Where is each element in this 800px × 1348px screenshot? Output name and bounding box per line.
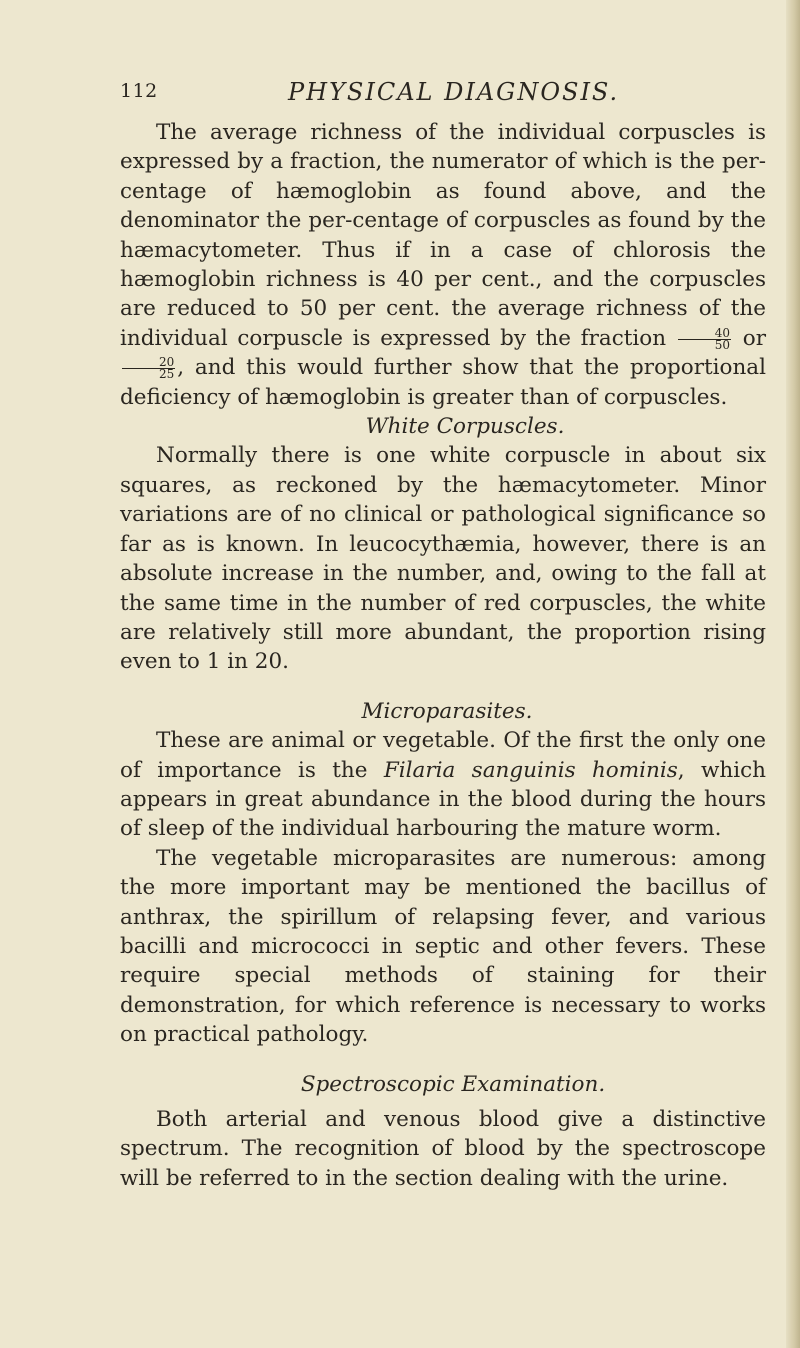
body-text [120, 118, 766, 1193]
species-name: Filaria sanguinis hominis [383, 757, 678, 783]
heading-spectroscopic-examination: Spectroscopic Examination. [300, 1071, 606, 1097]
fraction-40-50: $\frac{40}{50}$ [678, 328, 731, 351]
page-header [120, 78, 680, 108]
paragraph-microparasites-vegetable: The vegetable microparasites are numerous: among the more important may be mentioned the bacillus of anthrax, the spirillum of relapsing fever, and various bacilli and micrococci in septic and other fevers. These require special methods of staining for their demonstration, for which reference is necessary to works on practical pathology. [120, 845, 766, 1048]
paragraph-average-richness: The average richness of the individual corpuscles is expressed by a fraction, the numerator of which is the per-centage of hæmoglobin as found above, and the denominator the per-centage of corpuscles as found by the hæmacytometer. Thus if in a case of chlorosis the hæmoglobin richness is 40 per cent., and the corpuscles are reduced to 50 per cent. the average richness of the individual corpuscle is expressed by the fraction $\frac{40}{50}$ or $\frac{20}{25}$ , and this would further show that the proportional deficiency of hæmoglobin is greater than of corpuscles. [120, 120, 767, 410]
fraction-20-25: $\frac{20}{25}$ [122, 357, 175, 380]
heading-microparasites: Microparasites. [361, 698, 533, 724]
heading-white-corpuscles: White Corpuscles. [365, 414, 565, 440]
paragraph-microparasites-animal: These are animal or vegetable. Of the first the only one of importance is the Filaria sanguinis hominis, which appears in great abundance in the blood during the hours of sleep of the individual harbouring the mature worm. [120, 728, 766, 842]
page-number: 112 [120, 80, 158, 102]
paragraph-white-corpuscles: Normally there is one white corpuscle in about six squares, as reckoned by the hæmacytometer. Minor variations are of no clinical or pathological significance so far as is known. In leucocythæmia, however, there is an absolute increase in the number, and, owing to the fall at the same time in the number of red corpuscles, the white are relatively still more abundant, the proportion rising even to 1 in 20. [120, 443, 766, 675]
paragraph-spectroscopic: Both arterial and venous blood give a distinctive spectrum. The recognition of blood by the spectroscope will be referred to in the section dealing with the urine. [120, 1107, 766, 1191]
page-edge-shadow [786, 0, 800, 1348]
running-head: PHYSICAL DIAGNOSIS. [288, 78, 620, 106]
